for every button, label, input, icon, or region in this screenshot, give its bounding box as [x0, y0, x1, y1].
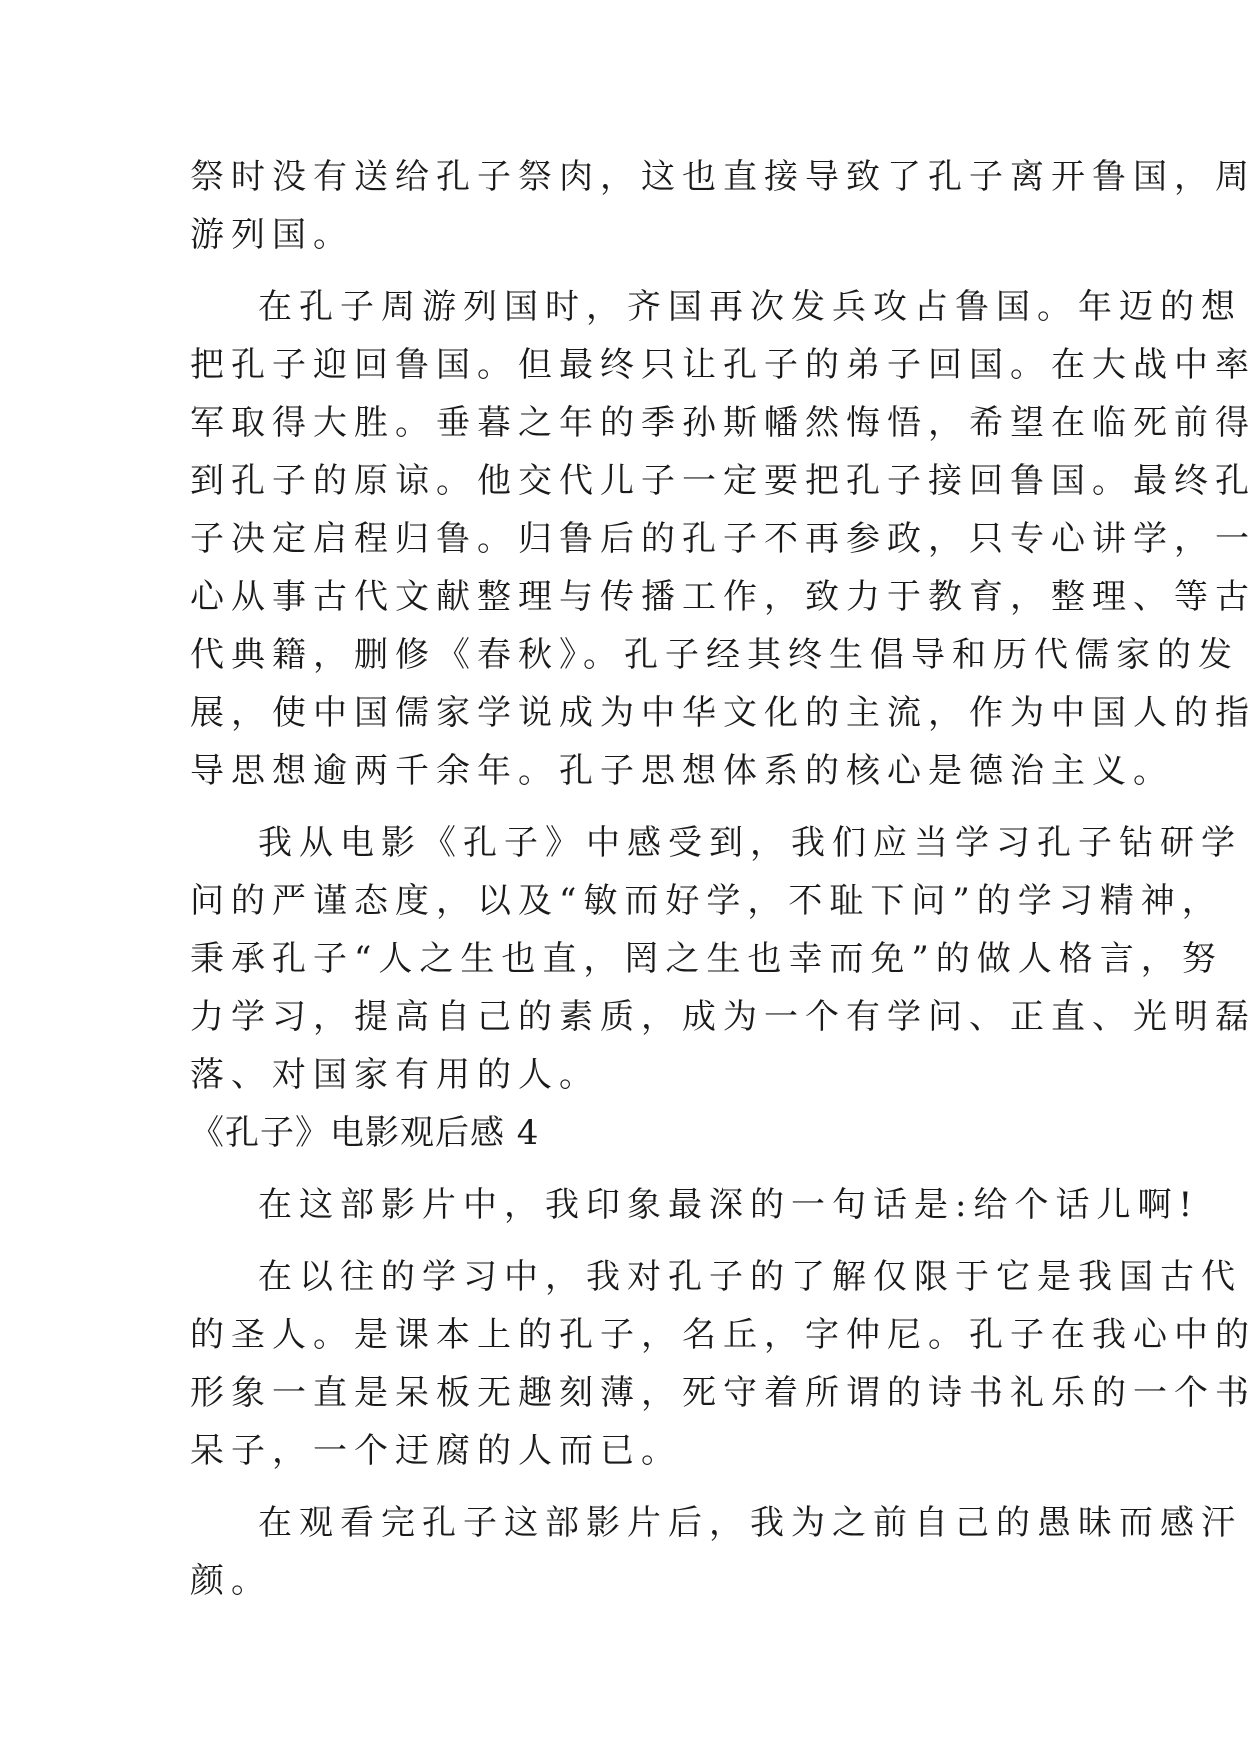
section-heading: 《孔子》电影观后感 4 [190, 1113, 540, 1153]
document-body [190, 148, 1256, 1610]
text-line: 展，使中国儒家学说成为中华文化的主流，作为中国人的指 [190, 693, 1256, 733]
text-line: 到孔子的原谅。他交代儿子一定要把孔子接回鲁国。最终孔 [190, 461, 1256, 501]
text-line: 在以往的学习中，我对孔子的了解仅限于它是我国古代 [258, 1257, 1242, 1297]
text-line: 游列国。 [190, 215, 354, 255]
text-line: 子决定启程归鲁。归鲁后的孔子不再参政，只专心讲学，一 [190, 519, 1256, 559]
text-line: 我从电影《孔子》中感受到，我们应当学习孔子钻研学 [258, 823, 1242, 863]
text-line: 在观看完孔子这部影片后，我为之前自己的愚昧而感汗 [258, 1503, 1242, 1543]
text-line: 力学习，提高自己的素质，成为一个有学问、正直、光明磊 [190, 997, 1256, 1037]
text-line: 问的严谨态度，以及“敏而好学，不耻下问”的学习精神， [190, 881, 1223, 921]
text-line: 在孔子周游列国时，齐国再次发兵攻占鲁国。年迈的想 [258, 287, 1242, 327]
text-line: 祭时没有送给孔子祭肉，这也直接导致了孔子离开鲁国，周 [190, 157, 1256, 197]
text-line: 呆子，一个迂腐的人而已。 [190, 1431, 682, 1471]
text-line: 颜。 [190, 1561, 272, 1601]
text-line: 的圣人。是课本上的孔子，名丘，字仲尼。孔子在我心中的 [190, 1315, 1256, 1355]
text-line: 心从事古代文献整理与传播工作，致力于教育，整理、等古 [190, 577, 1256, 617]
text-line: 在这部影片中，我印象最深的一句话是:给个话儿啊! [258, 1185, 1200, 1225]
text-line: 形象一直是呆板无趣刻薄，死守着所谓的诗书礼乐的一个书 [190, 1373, 1256, 1413]
text-line: 军取得大胜。垂暮之年的季孙斯幡然悔悟，希望在临死前得 [190, 403, 1256, 443]
text-line: 落、对国家有用的人。 [190, 1055, 600, 1095]
text-line: 代典籍，删修《春秋》。孔子经其终生倡导和历代儒家的发 [190, 635, 1239, 675]
text-line: 导思想逾两千余年。孔子思想体系的核心是德治主义。 [190, 751, 1174, 791]
text-line: 把孔子迎回鲁国。但最终只让孔子的弟子回国。在大战中率 [190, 345, 1256, 385]
text-line: 秉承孔子“人之生也直，罔之生也幸而免”的做人格言，努 [190, 939, 1223, 979]
